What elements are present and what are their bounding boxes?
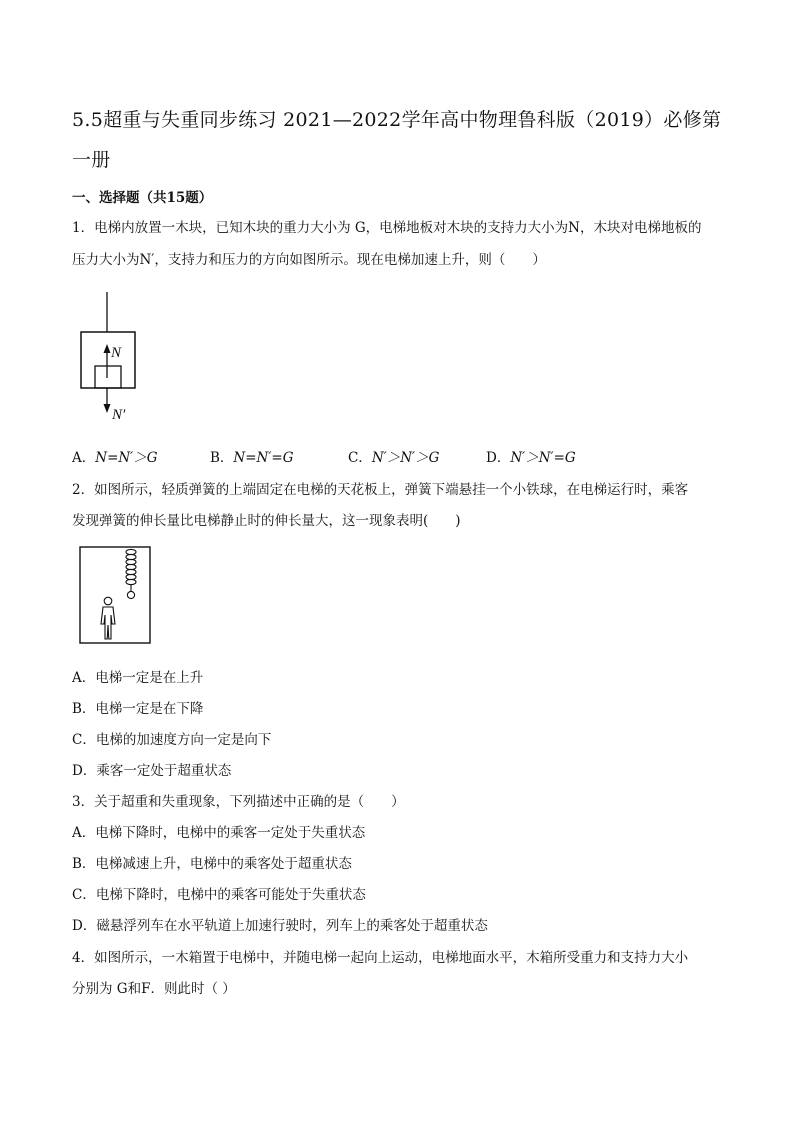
q1-option-a[interactable]: A．N=N′＞G [72,450,158,466]
q2-stem-line1: 2．如图所示，轻质弹簧的上端固定在电梯的天花板上，弹簧下端悬挂一个小铁球，在电梯运行时，乘客 [72,482,689,498]
q1-label-n: N [111,345,122,361]
q3-option-a[interactable]: A．电梯下降时，电梯中的乘客一定处于失重状态 [72,825,366,841]
q1-label-n-prime: N′ [112,407,126,423]
q1-option-c[interactable]: C．N′＞N′＞G [348,450,440,466]
q2-elevator-figure [78,545,154,647]
q1-option-d[interactable]: D．N′＞N′=G [486,450,576,466]
q1-stem-line1: 1．电梯内放置一木块，已知木块的重力大小为 G，电梯地板对木块的支持力大小为N，木块对电梯地板的 [72,220,702,236]
q3-option-c[interactable]: C．电梯下降时，电梯中的乘客可能处于失重状态 [72,887,366,903]
q2-option-b[interactable]: B．电梯一定是在下降 [72,701,204,717]
page-title: 5.5超重与失重同步练习 2021—2022学年高中物理鲁科版（2019）必修第一册 [72,109,722,171]
q2-option-d[interactable]: D．乘客一定处于超重状态 [72,763,232,779]
q2-option-c[interactable]: C．电梯的加速度方向一定是向下 [72,732,272,748]
section-header: 一、选择题（共15题） [72,190,213,206]
q3-option-d[interactable]: D．磁悬浮列车在水平轨道上加速行驶时，列车上的乘客处于超重状态 [72,918,488,934]
q2-option-a[interactable]: A．电梯一定是在上升 [72,670,204,686]
q1-stem-line2: 压力大小为N′，支持力和压力的方向如图所示。现在电梯加速上升，则（ ） [72,252,546,268]
q4-stem-line1: 4．如图所示，一木箱置于电梯中，并随电梯一起向上运动，电梯地面水平，木箱所受重力和支持力大小 [72,950,689,966]
q1-option-b[interactable]: B．N=N′=G [210,450,294,466]
q2-stem-line2: 发现弹簧的伸长量比电梯静止时的伸长量大，这一现象表明( ) [72,513,461,529]
q1-elevator-figure [76,290,166,430]
q3-option-b[interactable]: B．电梯减速上升，电梯中的乘客处于超重状态 [72,856,352,872]
q3-stem: 3．关于超重和失重现象，下列描述中正确的是（ ） [72,794,405,810]
q4-stem-line2: 分别为 G和F．则此时（ ） [72,981,236,997]
